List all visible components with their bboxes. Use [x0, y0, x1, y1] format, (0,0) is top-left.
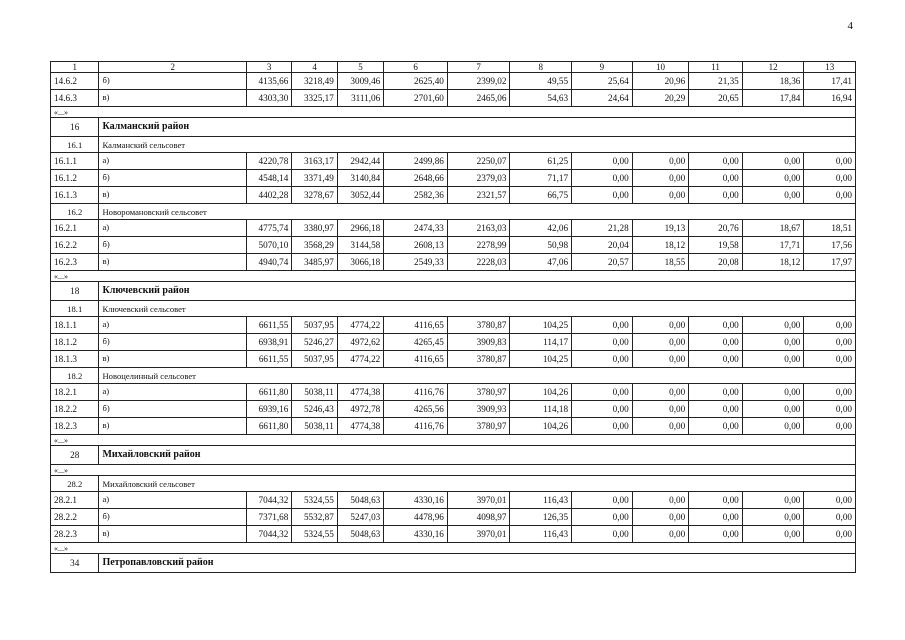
table-cell: 17,41	[804, 73, 856, 90]
table-cell: 3780,97	[447, 384, 510, 401]
table-cell: 0,00	[742, 418, 804, 435]
omission-marker: «...»	[51, 435, 856, 446]
table-cell: 0,00	[572, 351, 633, 368]
omission-row	[51, 107, 856, 118]
table-cell: 3970,01	[447, 526, 510, 543]
table-cell: 0,00	[632, 334, 689, 351]
table-cell: 0,00	[632, 351, 689, 368]
table-cell: 4402,28	[246, 187, 291, 204]
table-cell: 20,96	[632, 73, 689, 90]
table-cell: 3371,49	[292, 170, 337, 187]
table-cell: 0,00	[804, 334, 856, 351]
table-cell: 4116,65	[384, 317, 448, 334]
table-row	[51, 401, 856, 418]
table-cell: 2942,44	[337, 153, 383, 170]
table-cell: 0,00	[689, 317, 743, 334]
table-row	[51, 237, 856, 254]
table-cell: 7371,68	[246, 509, 291, 526]
table-cell: 47,06	[510, 254, 572, 271]
column-number: 6	[384, 62, 448, 73]
table-cell: 0,00	[689, 384, 743, 401]
table-row	[51, 317, 856, 334]
row-code: 28.2.3	[51, 526, 99, 543]
table-cell: 17,84	[742, 90, 804, 107]
table-cell: 5532,87	[292, 509, 337, 526]
table-cell: 3909,83	[447, 334, 510, 351]
row-code: 18.2.3	[51, 418, 99, 435]
table-row	[51, 254, 856, 271]
row-label: б)	[99, 73, 246, 90]
table-row	[51, 526, 856, 543]
table-cell: 0,00	[742, 401, 804, 418]
district-name: Петропавловский район	[99, 554, 856, 573]
table-cell: 54,63	[510, 90, 572, 107]
table-cell: 0,00	[632, 317, 689, 334]
column-number: 1	[51, 62, 99, 73]
table-cell: 4774,22	[337, 317, 383, 334]
table-cell: 4940,74	[246, 254, 291, 271]
table-row	[51, 492, 856, 509]
table-cell: 0,00	[742, 492, 804, 509]
row-label: б)	[99, 401, 246, 418]
table-cell: 19,13	[632, 220, 689, 237]
tariff-table	[50, 61, 856, 573]
table-cell: 3066,18	[337, 254, 383, 271]
row-label: в)	[99, 526, 246, 543]
table-cell: 3485,97	[292, 254, 337, 271]
table-cell: 17,56	[804, 237, 856, 254]
table-cell: 6611,55	[246, 351, 291, 368]
row-label: б)	[99, 237, 246, 254]
table-cell: 3163,17	[292, 153, 337, 170]
table-cell: 0,00	[572, 153, 633, 170]
row-label: в)	[99, 187, 246, 204]
row-label: а)	[99, 384, 246, 401]
table-cell: 0,00	[804, 170, 856, 187]
table-cell: 0,00	[572, 384, 633, 401]
table-cell: 0,00	[572, 526, 633, 543]
table-cell: 0,00	[804, 187, 856, 204]
table-cell: 3325,17	[292, 90, 337, 107]
table-cell: 4116,76	[384, 384, 448, 401]
village-row	[51, 137, 856, 153]
table-cell: 2499,86	[384, 153, 448, 170]
table-cell: 0,00	[804, 401, 856, 418]
table-cell: 2250,07	[447, 153, 510, 170]
table-cell: 5246,43	[292, 401, 337, 418]
table-cell: 4116,65	[384, 351, 448, 368]
table-cell: 6938,91	[246, 334, 291, 351]
table-cell: 5037,95	[292, 317, 337, 334]
table-cell: 4774,22	[337, 351, 383, 368]
table-row	[51, 384, 856, 401]
table-cell: 0,00	[742, 351, 804, 368]
table-cell: 20,65	[689, 90, 743, 107]
table-cell: 2608,13	[384, 237, 448, 254]
row-label: а)	[99, 153, 246, 170]
table-cell: 20,76	[689, 220, 743, 237]
village-code: 28.2	[51, 476, 99, 492]
table-cell: 116,43	[510, 526, 572, 543]
table-cell: 19,58	[689, 237, 743, 254]
table-cell: 4220,78	[246, 153, 291, 170]
table-cell: 0,00	[632, 384, 689, 401]
row-code: 16.2.3	[51, 254, 99, 271]
table-row	[51, 90, 856, 107]
table-cell: 18,12	[632, 237, 689, 254]
table-cell: 4303,30	[246, 90, 291, 107]
table-row	[51, 509, 856, 526]
table-cell: 104,25	[510, 351, 572, 368]
row-code: 16.2.2	[51, 237, 99, 254]
table-cell: 6611,80	[246, 384, 291, 401]
row-code: 14.6.2	[51, 73, 99, 90]
row-code: 18.1.3	[51, 351, 99, 368]
omission-marker: «...»	[51, 543, 856, 554]
table-cell: 3052,44	[337, 187, 383, 204]
table-row	[51, 220, 856, 237]
table-cell: 0,00	[632, 509, 689, 526]
row-code: 18.1.1	[51, 317, 99, 334]
table-cell: 0,00	[742, 384, 804, 401]
table-cell: 0,00	[572, 509, 633, 526]
district-name: Ключевский район	[99, 282, 856, 301]
column-number: 7	[447, 62, 510, 73]
village-name: Калманский сельсовет	[99, 137, 856, 153]
table-cell: 0,00	[689, 153, 743, 170]
table-cell: 104,26	[510, 418, 572, 435]
table-cell: 3218,49	[292, 73, 337, 90]
table-cell: 4972,78	[337, 401, 383, 418]
district-row	[51, 446, 856, 465]
table-cell: 6611,80	[246, 418, 291, 435]
table-cell: 0,00	[572, 334, 633, 351]
table-cell: 0,00	[804, 384, 856, 401]
table-cell: 0,00	[742, 334, 804, 351]
table-cell: 18,51	[804, 220, 856, 237]
table-cell: 3144,58	[337, 237, 383, 254]
table-cell: 0,00	[689, 509, 743, 526]
column-number: 4	[292, 62, 337, 73]
table-cell: 0,00	[689, 334, 743, 351]
table-cell: 4774,38	[337, 384, 383, 401]
table-cell: 0,00	[689, 187, 743, 204]
table-cell: 4548,14	[246, 170, 291, 187]
table-cell: 114,18	[510, 401, 572, 418]
table-cell: 0,00	[632, 418, 689, 435]
table-cell: 50,98	[510, 237, 572, 254]
table-cell: 2582,36	[384, 187, 448, 204]
table-cell: 116,43	[510, 492, 572, 509]
table-cell: 6939,16	[246, 401, 291, 418]
table-body	[51, 62, 856, 573]
row-code: 14.6.3	[51, 90, 99, 107]
table-cell: 0,00	[742, 509, 804, 526]
table-cell: 0,00	[804, 418, 856, 435]
table-cell: 21,35	[689, 73, 743, 90]
column-number: 8	[510, 62, 572, 73]
table-cell: 6611,55	[246, 317, 291, 334]
table-cell: 3568,29	[292, 237, 337, 254]
column-number: 13	[804, 62, 856, 73]
table-cell: 42,06	[510, 220, 572, 237]
row-code: 18.1.2	[51, 334, 99, 351]
table-cell: 4098,97	[447, 509, 510, 526]
district-code: 34	[51, 554, 99, 573]
column-number: 3	[246, 62, 291, 73]
omission-marker: «...»	[51, 107, 856, 118]
table-row	[51, 418, 856, 435]
table-cell: 5324,55	[292, 492, 337, 509]
table-cell: 5247,03	[337, 509, 383, 526]
table-cell: 104,26	[510, 384, 572, 401]
table-cell: 0,00	[689, 351, 743, 368]
table-cell: 0,00	[632, 153, 689, 170]
table-cell: 0,00	[742, 187, 804, 204]
page-number: 4	[847, 20, 853, 32]
row-code: 16.1.2	[51, 170, 99, 187]
district-row	[51, 282, 856, 301]
table-row	[51, 187, 856, 204]
table-cell: 0,00	[572, 401, 633, 418]
table-cell: 3780,97	[447, 418, 510, 435]
table-cell: 4116,76	[384, 418, 448, 435]
row-code: 18.2.1	[51, 384, 99, 401]
table-cell: 4330,16	[384, 492, 448, 509]
column-number-row	[51, 62, 856, 73]
table-cell: 0,00	[742, 317, 804, 334]
table-cell: 4972,62	[337, 334, 383, 351]
table-cell: 18,36	[742, 73, 804, 90]
table-cell: 5246,27	[292, 334, 337, 351]
table-cell: 49,55	[510, 73, 572, 90]
table-cell: 4135,66	[246, 73, 291, 90]
table-cell: 0,00	[689, 170, 743, 187]
table-cell: 0,00	[689, 418, 743, 435]
table-cell: 0,00	[572, 187, 633, 204]
table-cell: 0,00	[632, 401, 689, 418]
table-cell: 18,12	[742, 254, 804, 271]
table-row	[51, 153, 856, 170]
omission-row	[51, 271, 856, 282]
table-cell: 5038,11	[292, 384, 337, 401]
table-cell: 3780,87	[447, 317, 510, 334]
table-cell: 0,00	[742, 170, 804, 187]
table-cell: 0,00	[804, 351, 856, 368]
village-row	[51, 476, 856, 492]
row-label: б)	[99, 334, 246, 351]
omission-row	[51, 543, 856, 554]
table-cell: 0,00	[572, 418, 633, 435]
village-code: 18.1	[51, 301, 99, 317]
row-label: а)	[99, 317, 246, 334]
table-cell: 5038,11	[292, 418, 337, 435]
row-label: в)	[99, 254, 246, 271]
table-cell: 3380,97	[292, 220, 337, 237]
table-cell: 4265,56	[384, 401, 448, 418]
table-cell: 3970,01	[447, 492, 510, 509]
row-label: в)	[99, 351, 246, 368]
table-cell: 5070,10	[246, 237, 291, 254]
table-cell: 0,00	[804, 317, 856, 334]
table-cell: 20,29	[632, 90, 689, 107]
table-cell: 3140,84	[337, 170, 383, 187]
row-label: в)	[99, 418, 246, 435]
table-cell: 0,00	[632, 492, 689, 509]
table-cell: 0,00	[804, 492, 856, 509]
district-name: Калманский район	[99, 118, 856, 137]
table-cell: 0,00	[632, 526, 689, 543]
district-name: Михайловский район	[99, 446, 856, 465]
table-cell: 2549,33	[384, 254, 448, 271]
column-number: 12	[742, 62, 804, 73]
table-cell: 20,08	[689, 254, 743, 271]
table-cell: 4330,16	[384, 526, 448, 543]
table-cell: 16,94	[804, 90, 856, 107]
row-code: 18.2.2	[51, 401, 99, 418]
table-cell: 114,17	[510, 334, 572, 351]
table-cell: 25,64	[572, 73, 633, 90]
district-code: 16	[51, 118, 99, 137]
table-cell: 5324,55	[292, 526, 337, 543]
row-label: а)	[99, 492, 246, 509]
village-code: 18.2	[51, 368, 99, 384]
table-cell: 0,00	[632, 170, 689, 187]
table-cell: 3009,46	[337, 73, 383, 90]
row-code: 16.2.1	[51, 220, 99, 237]
table-cell: 0,00	[689, 492, 743, 509]
row-code: 28.2.1	[51, 492, 99, 509]
table-cell: 2399,02	[447, 73, 510, 90]
village-row	[51, 204, 856, 220]
village-row	[51, 301, 856, 317]
table-cell: 4774,38	[337, 418, 383, 435]
table-row	[51, 351, 856, 368]
village-name: Новоромановский сельсовет	[99, 204, 856, 220]
village-name: Михайловский сельсовет	[99, 476, 856, 492]
table-cell: 7044,32	[246, 526, 291, 543]
column-number: 11	[689, 62, 743, 73]
table-cell: 17,97	[804, 254, 856, 271]
table-cell: 0,00	[804, 509, 856, 526]
table-cell: 5048,63	[337, 492, 383, 509]
table-cell: 2648,66	[384, 170, 448, 187]
table-cell: 2465,06	[447, 90, 510, 107]
village-code: 16.2	[51, 204, 99, 220]
omission-marker: «...»	[51, 465, 856, 476]
omission-row	[51, 435, 856, 446]
table-cell: 0,00	[742, 153, 804, 170]
district-code: 18	[51, 282, 99, 301]
table-cell: 4265,45	[384, 334, 448, 351]
table-cell: 0,00	[632, 187, 689, 204]
table-cell: 2278,99	[447, 237, 510, 254]
table-cell: 3909,93	[447, 401, 510, 418]
table-cell: 2228,03	[447, 254, 510, 271]
table-cell: 0,00	[689, 526, 743, 543]
table-cell: 2163,03	[447, 220, 510, 237]
village-name: Ключевский сельсовет	[99, 301, 856, 317]
table-cell: 3111,06	[337, 90, 383, 107]
village-code: 16.1	[51, 137, 99, 153]
table-cell: 7044,32	[246, 492, 291, 509]
table-cell: 2966,18	[337, 220, 383, 237]
table-cell: 0,00	[742, 526, 804, 543]
table-row	[51, 170, 856, 187]
table-cell: 104,25	[510, 317, 572, 334]
column-number: 10	[632, 62, 689, 73]
row-label: а)	[99, 220, 246, 237]
district-row	[51, 118, 856, 137]
row-label: в)	[99, 90, 246, 107]
table-cell: 3780,87	[447, 351, 510, 368]
row-label: б)	[99, 170, 246, 187]
table-cell: 0,00	[572, 170, 633, 187]
column-number: 9	[572, 62, 633, 73]
table-cell: 2379,03	[447, 170, 510, 187]
table-cell: 5048,63	[337, 526, 383, 543]
table-cell: 4478,96	[384, 509, 448, 526]
column-number: 2	[99, 62, 246, 73]
omission-row	[51, 465, 856, 476]
table-cell: 0,00	[689, 401, 743, 418]
table-cell: 71,17	[510, 170, 572, 187]
table-cell: 21,28	[572, 220, 633, 237]
table-row	[51, 73, 856, 90]
table-cell: 0,00	[804, 526, 856, 543]
table-cell: 2701,60	[384, 90, 448, 107]
village-row	[51, 368, 856, 384]
table-cell: 0,00	[804, 153, 856, 170]
row-code: 16.1.3	[51, 187, 99, 204]
table-cell: 18,55	[632, 254, 689, 271]
table-cell: 66,75	[510, 187, 572, 204]
table-cell: 4775,74	[246, 220, 291, 237]
district-code: 28	[51, 446, 99, 465]
table-cell: 61,25	[510, 153, 572, 170]
table-cell: 20,57	[572, 254, 633, 271]
village-name: Новоцелинный сельсовет	[99, 368, 856, 384]
table-cell: 2474,33	[384, 220, 448, 237]
table-row	[51, 334, 856, 351]
district-row	[51, 554, 856, 573]
table-cell: 5037,95	[292, 351, 337, 368]
table-cell: 126,35	[510, 509, 572, 526]
table-cell: 2625,40	[384, 73, 448, 90]
table-cell: 2321,57	[447, 187, 510, 204]
column-number: 5	[337, 62, 383, 73]
table-cell: 17,71	[742, 237, 804, 254]
row-code: 16.1.1	[51, 153, 99, 170]
table-cell: 3278,67	[292, 187, 337, 204]
table-cell: 18,67	[742, 220, 804, 237]
table-cell: 24,64	[572, 90, 633, 107]
table-cell: 0,00	[572, 317, 633, 334]
table-cell: 20,04	[572, 237, 633, 254]
row-label: б)	[99, 509, 246, 526]
table-cell: 0,00	[572, 492, 633, 509]
omission-marker: «...»	[51, 271, 856, 282]
row-code: 28.2.2	[51, 509, 99, 526]
